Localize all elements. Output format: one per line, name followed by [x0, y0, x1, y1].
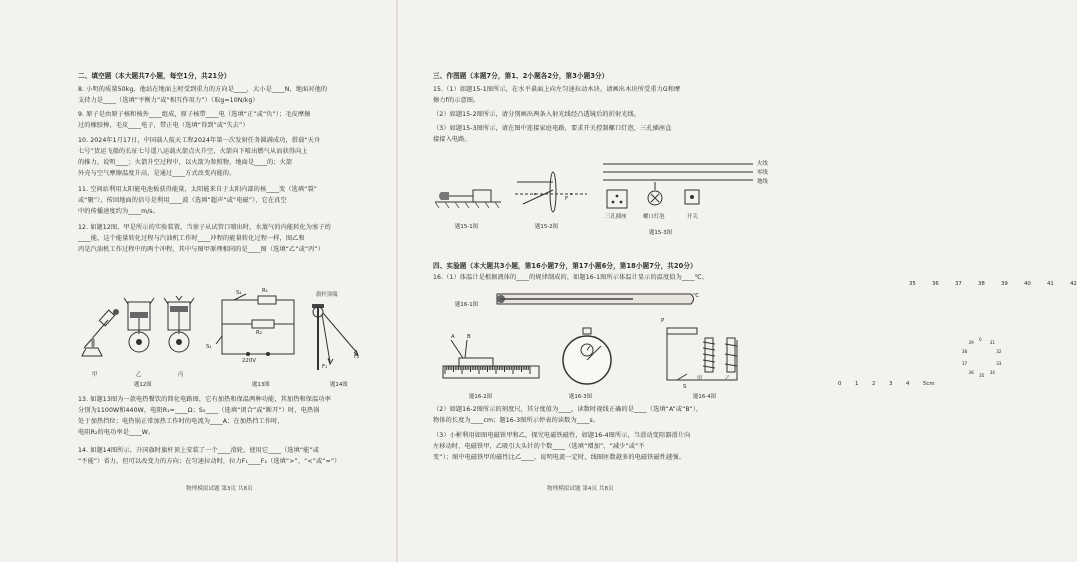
slider-p-label: P — [661, 318, 665, 324]
figure-14-pulley — [308, 296, 368, 372]
three-hole-socket-label: 三孔插座 — [605, 214, 627, 220]
right-page: 三、作图题（本题7分，第1、2小题各2分，第3小题3分） 15.（1）如题15-1图所示，在水平桌面上向左匀速拉动木块，请画出木块所受重力G和摩 擦力f的示意图。 （2）如题15-2图所示，请分别画出两条入射光线经凸透镜后的折射光线。 （3）如题15-3图所示，请在图中连接家庭电路，要求开关控制螺口灯泡，三孔插座直 接接入电路。 题15-1图 F 题15-2图 火线 零线 地线 三孔插座 螺口灯泡 开关 题15-3图 四、实验题（本大题共3小题，第16小题7分，第17小题6分，第18小题7分，共20分） 16.（1）体温计是根据液体的____的规律制成的，如题16-1图所示体温计显示的温度值为____℃。 题16-1图 35 36 37 38 39 40 41 42 ℃ A B 0 1 2 3 4 5cm 题16-2图 0 31 32 33 34 35 36 37 38 39 题16-3图 P 甲 乙 S 题16-4图 （2）如题16-2图所示的刻度尺，其分度值为____，读数时视线正确的是____（选填“A”或“B”）， 物体的长度为____cm；题16-3图所示停表的读数为____s。 （3）小彬利用如图电磁铁甲和乙，探究电磁铁磁性，如题16-4图所示，当滑动变阻器滑片向 左移动时，电磁铁甲，乙吸引大头针的个数____（选填“增加”、“减少”或“不 变”）；图中电磁铁甲的磁性比乙____，说明电流一定时，线圈匝数越多的电磁铁磁性越强。 物理模拟试题 第4页 共8页 — [433, 72, 1077, 492]
figure-16-4-caption: 题16-4图 — [693, 394, 717, 400]
thermometer-tick-6: 41 — [1047, 281, 1054, 287]
figure-15-1-block — [433, 180, 503, 210]
figure-12-caption: 题12图 — [134, 382, 152, 388]
figure-13-circuit — [212, 292, 304, 364]
section-title-experiment: 四、实验题（本大题共3小题，第16小题7分，第17小题6分，第18小题7分，共20分） — [433, 262, 697, 270]
thermometer-tick-1: 36 — [932, 281, 939, 287]
ruler-tick-1: 1 — [855, 381, 859, 387]
figure-16-2-ruler — [437, 336, 547, 384]
figure-14-caption: 题14图 — [330, 382, 348, 388]
right-page-footer: 物理模拟试题 第4页 共8页 — [547, 486, 614, 492]
figure-12-label-jia: 甲 — [92, 372, 98, 378]
voltage-label: 220V — [242, 358, 256, 364]
figure-13-caption: 题13图 — [252, 382, 270, 388]
stopwatch-tick-2: 32 — [996, 349, 1002, 355]
stopwatch-tick-9: 39 — [968, 340, 974, 346]
neutral-wire-label: 零线 — [757, 170, 768, 176]
left-page: 二、填空题（本大题共7小题，每空1分，共21分） 8. 小明的质量50kg，他站在地面上时受到重力的方向是____，大小是____N，地面对他的 支持力是____（选填“平衡力”或“相互作用力”）（取g=10N/kg） 9. 原子是由原子核和核外____组成，原子核带____电（选填“正”或“负”）；毛皮摩擦 过的橡胶棒，毛皮____电子，带正电（选填“得到”或“失去”） 10. 2024年1月17日，中国载人航天工程2024年第一次发射任务圆满成功，搭载“天舟 七号”货运飞船的长征七号遥八运载火箭点火升空，火箭向下喷出燃气从而获得向上 的推力，说明____；火箭升空过程中，以火箭为参照物，地面是____的；火箭 外壳与空气摩擦温度升高，是通过____方式改变内能的。 11. 空间站利用太阳能电池板获得能量，太阳能来自于太阳内部的核____变（选填“裂” 或“聚”），传回地面的信号是利用____波（选填“超声”或“电磁”），它在真空 中的传播速度约为____m/s。 12. 如题12图，甲是所示的实验装置，当塞子从试管口喷出时，水蒸气的内能转化为塞子的 ____能，这个能量转化过程与汽油机工作时____冲程的能量转化过程一样，图乙和 丙是汽油机工作过程中的两个冲程，其中与图甲原理相同的是____图（选填“乙”或“丙”） 甲 乙 丙 题12图 S₂ R₁ R₂ S₁ 220V 题13图 旗杆顶端 F₁ F₂ 题14图 13. 如题13图为一款电热餐饮的简化电路图，它有加热和保温两种功能，其加热和保温功率 分别为1100W和440W，电阻R₁=____Ω；S₂____（选填“闭合”或“断开”）时，电热锅 处于加热挡位；电热锅正常加热工作时的电流为____A；在加热挡工作时， 电阻R₂的电功率是____W。 14. 如题14图所示，升国旗时旗杆顶上安装了一个____滑轮，使用它____（选填“能”或 “不能”）省力，但可以改变力的方向；在匀速拉动时，拉力F₁____F₂（选填“>”、“<”或“=”） 物理模拟试题 第3页 共8页 — [0, 0, 397, 562]
force-f2-label: F₂ — [354, 354, 360, 360]
resistor-r1-label: R₁ — [262, 288, 268, 294]
resistor-r2-label: R₂ — [256, 330, 262, 336]
figure-15-3-caption: 题15-3图 — [649, 230, 673, 236]
screw-lamp-label: 螺口灯泡 — [643, 214, 665, 220]
figure-16-1-caption: 题16-1图 — [455, 302, 479, 308]
ruler-tick-4: 4 — [906, 381, 910, 387]
ruler-tick-2: 2 — [872, 381, 876, 387]
figure-16-4-electromagnets — [657, 320, 757, 390]
ruler-tick-0: 0 — [838, 381, 842, 387]
figure-15-3-household-circuit — [593, 154, 773, 218]
thermometer-tick-2: 37 — [955, 281, 962, 287]
eye-position-a: A — [451, 334, 455, 340]
switch-s2-label: S₂ — [236, 290, 242, 296]
electromagnet-yi-label: 乙 — [725, 376, 731, 382]
stopwatch-tick-5: 35 — [979, 373, 985, 378]
thermometer-tick-7: 42 — [1070, 281, 1077, 287]
left-page-footer: 物理模拟试题 第3页 共8页 — [186, 486, 253, 492]
figure-16-3-caption: 题16-3图 — [569, 394, 593, 400]
stopwatch-tick-4: 34 — [989, 369, 995, 375]
thermometer-unit: ℃ — [693, 293, 700, 299]
electromagnet-jia-label: 甲 — [697, 376, 703, 382]
figure-15-1-caption: 题15-1图 — [455, 224, 479, 230]
figure-12-label-bing: 丙 — [178, 372, 184, 378]
section-title-fill-blank: 二、填空题（本大题共7小题，每空1分，共21分） — [78, 72, 231, 80]
eye-position-b: B — [467, 334, 471, 340]
section-title-drawing: 三、作图题（本题7分，第1、2小题各2分，第3小题3分） — [433, 72, 609, 80]
ground-wire-label: 地线 — [757, 179, 768, 185]
figure-15-2-lens — [513, 168, 589, 216]
figure-12-steam-engine — [76, 290, 206, 368]
thermometer-tick-5: 40 — [1024, 281, 1031, 287]
figure-16-1-thermometer — [493, 288, 700, 310]
stopwatch-tick-6: 36 — [968, 369, 974, 375]
figure-12-label-yi: 乙 — [136, 372, 142, 378]
stopwatch-tick-0: 0 — [979, 337, 982, 342]
force-f1-label: F₁ — [322, 364, 328, 370]
figure-15-2-caption: 题15-2图 — [535, 224, 559, 230]
stopwatch-tick-7: 37 — [961, 360, 968, 366]
figure-16-3-stopwatch — [557, 326, 617, 388]
switch-s-label: S — [683, 384, 687, 390]
focal-point-f: F — [565, 196, 569, 202]
figure-16-2-caption: 题16-2图 — [469, 394, 493, 400]
thermometer-tick-3: 38 — [978, 281, 985, 287]
question-16-1: 16.（1）体温计是根据液体的____的规律制成的，如题16-1图所示体温计显示的温度值为____℃。 — [433, 274, 708, 281]
stopwatch-tick-3: 33 — [996, 360, 1002, 366]
switch-s1-label: S₁ — [206, 344, 212, 350]
thermometer-tick-4: 39 — [1001, 281, 1008, 287]
stopwatch-tick-8: 38 — [961, 349, 968, 355]
ruler-tick-5: 5cm — [923, 381, 935, 387]
flagpole-top-label: 旗杆顶端 — [316, 292, 338, 298]
thermometer-tick-0: 35 — [909, 281, 916, 287]
live-wire-label: 火线 — [757, 161, 768, 167]
switch-label: 开关 — [687, 214, 698, 220]
stopwatch-tick-1: 31 — [989, 340, 995, 346]
ruler-tick-3: 3 — [889, 381, 893, 387]
